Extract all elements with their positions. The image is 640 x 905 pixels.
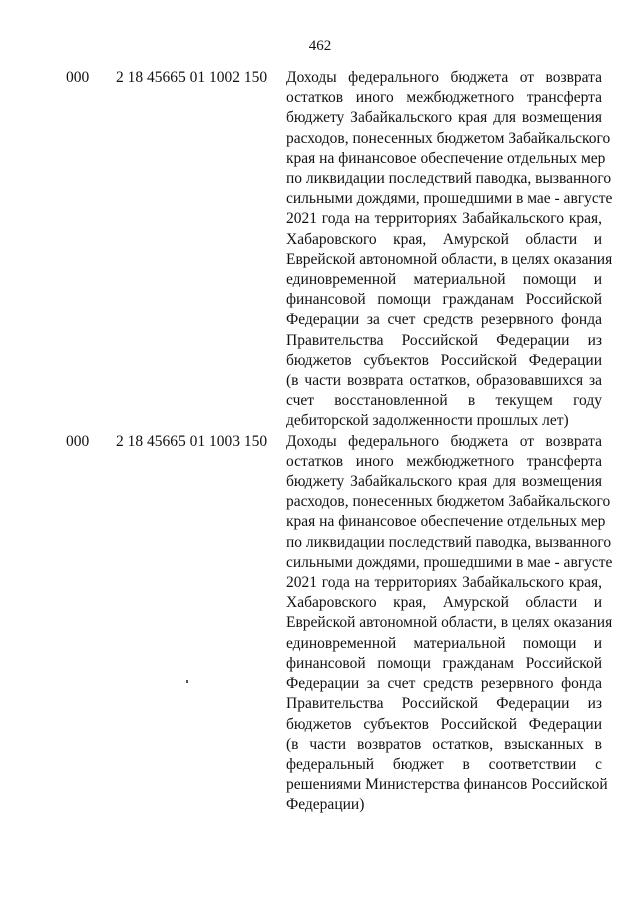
description-line: Правительства Российской Федерации из: [286, 695, 602, 713]
description-line: Федерации): [286, 796, 365, 814]
description-line: бюджету Забайкальского края для возмещения: [286, 473, 602, 491]
description-line: 2021 года на территориях Забайкальского края,: [286, 210, 602, 228]
description-line: по ликвидации последствий паводка, вызванного: [286, 170, 612, 188]
description-line: федеральный бюджет в соответствии с: [286, 755, 602, 773]
entry-description: [286, 432, 613, 816]
description-line: края на финансовое обеспечение отдельных мер: [286, 513, 606, 531]
description-line: расходов, понесенных бюджетом Забайкальского: [286, 129, 611, 147]
description-line: Еврейской автономной области, в целях оказания: [286, 250, 613, 268]
description-line: остатков иного межбюджетного трансферта: [286, 89, 602, 107]
description-line: (в части возвратов остатков, взысканных в: [286, 735, 602, 753]
description-line: Еврейской автономной области, в целях оказания: [286, 614, 613, 632]
description-line: края на финансовое обеспечение отдельных мер: [286, 149, 606, 167]
budget-classification-code: 2 18 45665 01 1002 150: [116, 69, 268, 86]
description-line: Федерации за счет средств резервного фонда: [286, 311, 602, 329]
description-line: остатков иного межбюджетного трансферта: [286, 452, 602, 470]
entry-row: [0, 68, 640, 432]
description-line: дебиторской задолженности прошлых лет): [286, 412, 569, 430]
description-line: (в части возврата остатков, образовавшихся за: [286, 372, 602, 390]
description-line: расходов, понесенных бюджетом Забайкальского: [286, 493, 611, 511]
description-line: Доходы федерального бюджета от возврата: [286, 69, 602, 86]
description-line: сильными дождями, прошедшими в мае - августе: [286, 553, 613, 571]
description-line: финансовой помощи гражданам Российской: [286, 654, 602, 672]
description-line: Правительства Российской Федерации из: [286, 331, 602, 349]
description-line: Федерации за счет средств резервного фонда: [286, 675, 602, 693]
description-line: сильными дождями, прошедшими в мае - августе: [286, 190, 613, 208]
page-number: 462: [308, 38, 332, 54]
description-line: финансовой помощи гражданам Российской: [286, 291, 602, 309]
entries-list: [0, 68, 640, 816]
description-line: Доходы федерального бюджета от возврата: [286, 432, 602, 450]
description-line: 2021 года на территориях Забайкальского края,: [286, 574, 602, 592]
description-line: единовременной материальной помощи и: [286, 634, 602, 652]
description-line: бюджетов субъектов Российской Федерации: [286, 715, 602, 733]
admin-code: 000: [66, 69, 90, 86]
admin-code: 000: [66, 432, 90, 450]
budget-classification-code: 2 18 45665 01 1003 150: [116, 432, 268, 450]
description-line: решениями Министерства финансов Российской: [286, 776, 608, 794]
entry-description: [286, 68, 613, 432]
description-line: по ликвидации последствий паводка, вызванного: [286, 533, 612, 551]
description-line: единовременной материальной помощи и: [286, 271, 602, 289]
description-line: Хабаровского края, Амурской области и: [286, 594, 602, 612]
scan-speck: [186, 680, 188, 683]
description-line: бюджету Забайкальского края для возмещения: [286, 109, 602, 127]
description-line: Хабаровского края, Амурской области и: [286, 230, 602, 248]
description-line: счет восстановленной в текущем году: [286, 392, 602, 410]
description-line: бюджетов субъектов Российской Федерации: [286, 351, 602, 369]
entry-row: [0, 432, 640, 816]
